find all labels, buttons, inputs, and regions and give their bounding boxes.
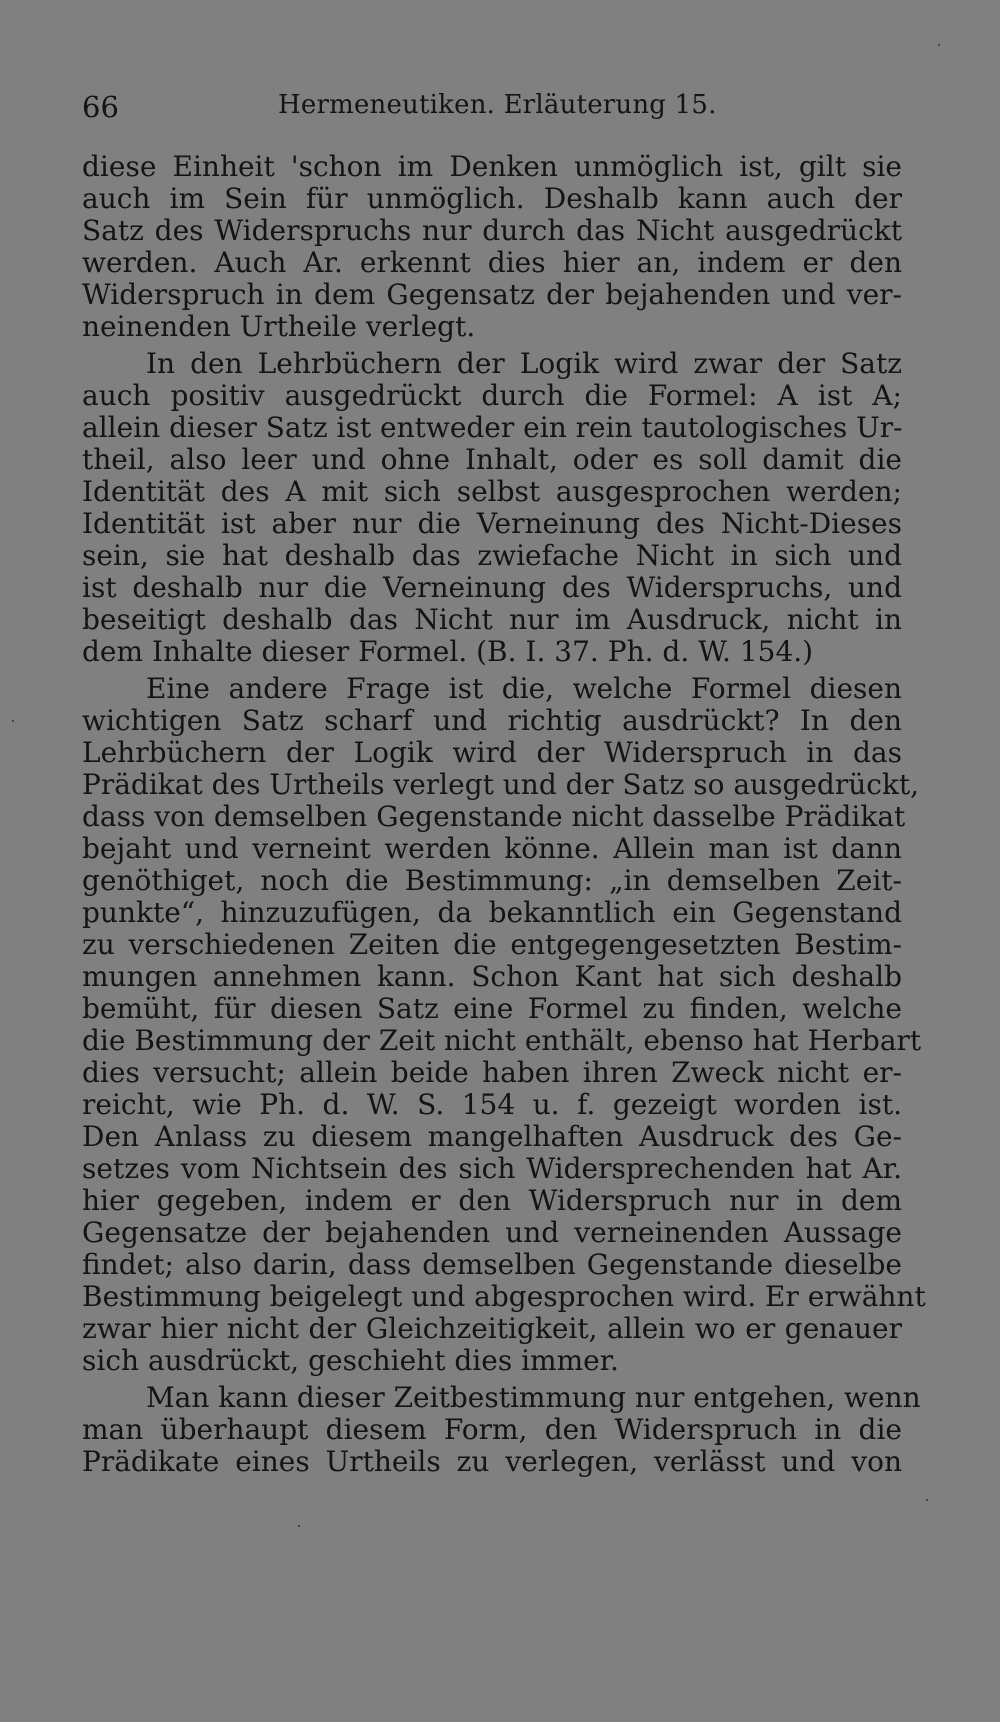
text-line: hier gegeben, indem er den Widerspruch nur in dem bbox=[82, 1184, 902, 1217]
text-line: Bestimmung beigelegt und abgesprochen wird. Er erwähnt bbox=[82, 1280, 926, 1313]
page-header bbox=[82, 82, 902, 126]
text-line: ist deshalb nur die Verneinung des Widerspruchs, und bbox=[82, 571, 902, 604]
text-line: zwar hier nicht der Gleichzeitigkeit, allein wo er genauer bbox=[82, 1312, 902, 1345]
text-line: Identität ist aber nur die Verneinung des Nicht-Dieses bbox=[82, 507, 902, 540]
body-text bbox=[82, 150, 926, 1478]
text-line: sein, sie hat deshalb das zwiefache Nicht in sich und bbox=[82, 539, 902, 572]
text-line: sich ausdrückt, geschieht dies immer. bbox=[82, 1344, 619, 1377]
text-line: auch im Sein für unmöglich. Deshalb kann auch der bbox=[82, 182, 902, 215]
text-line: zu verschiedenen Zeiten die entgegengesetzten Bestim- bbox=[82, 928, 902, 961]
text-line: Gegensatze der bejahenden und verneinenden Aussage bbox=[82, 1216, 902, 1249]
text-line: wichtigen Satz scharf und richtig ausdrückt? In den bbox=[82, 704, 902, 737]
text-line: In den Lehrbüchern der Logik wird zwar der Satz bbox=[146, 347, 902, 380]
text-line: Widerspruch in dem Gegensatz der bejahenden und ver- bbox=[82, 278, 902, 311]
page-number: 66 bbox=[82, 90, 119, 124]
text-line: setzes vom Nichtsein des sich Widersprechenden hat Ar. bbox=[82, 1152, 902, 1185]
scan-speck bbox=[298, 1525, 300, 1527]
text-line: Identität des A mit sich selbst ausgesprochen werden; bbox=[82, 475, 902, 508]
text-line: Prädikat des Urtheils verlegt und der Satz so ausgedrückt, bbox=[82, 768, 920, 801]
running-title: Hermeneutiken. Erläuterung 15. bbox=[278, 90, 717, 120]
text-line: Den Anlass zu diesem mangelhaften Ausdruck des Ge- bbox=[82, 1120, 902, 1153]
paragraph bbox=[82, 672, 926, 1377]
text-line: Eine andere Frage ist die, welche Formel diesen bbox=[146, 672, 902, 705]
text-line: dass von demselben Gegenstande nicht dasselbe Prädikat bbox=[82, 800, 906, 833]
text-line: Man kann dieser Zeitbestimmung nur entgehen, wenn bbox=[146, 1381, 921, 1414]
text-line: Prädikate eines Urtheils zu verlegen, verlässt und von bbox=[82, 1445, 902, 1478]
text-line: allein dieser Satz ist entweder ein rein tautologisches Ur- bbox=[82, 411, 903, 444]
scan-speck bbox=[12, 720, 14, 722]
text-line: dies versucht; allein beide haben ihren Zweck nicht er- bbox=[82, 1056, 902, 1089]
text-line: man überhaupt diesem Form, den Widerspruch in die bbox=[82, 1413, 902, 1446]
text-line: bemüht, für diesen Satz eine Formel zu finden, welche bbox=[82, 992, 902, 1025]
scan-speck bbox=[926, 1499, 928, 1501]
text-line: Lehrbüchern der Logik wird der Widerspruch in das bbox=[82, 736, 902, 769]
text-line: bejaht und verneint werden könne. Allein man ist dann bbox=[82, 832, 902, 865]
text-line: werden. Auch Ar. erkennt dies hier an, indem er den bbox=[82, 246, 902, 279]
text-line: findet; also darin, dass demselben Gegenstande dieselbe bbox=[82, 1248, 902, 1281]
text-line: diese Einheit 'schon im Denken unmöglich ist, gilt sie bbox=[82, 150, 902, 183]
text-line: beseitigt deshalb das Nicht nur im Ausdruck, nicht in bbox=[82, 603, 902, 636]
text-line: auch positiv ausgedrückt durch die Formel: A ist A; bbox=[82, 379, 902, 412]
paragraph bbox=[82, 1381, 921, 1478]
text-line: mungen annehmen kann. Schon Kant hat sich deshalb bbox=[82, 960, 902, 993]
text-line: reicht, wie Ph. d. W. S. 154 u. f. gezeigt worden ist. bbox=[82, 1088, 902, 1121]
scan-speck bbox=[938, 44, 940, 46]
paragraph bbox=[82, 151, 902, 343]
text-line: genöthiget, noch die Bestimmung: „in demselben Zeit- bbox=[82, 864, 902, 897]
paragraph bbox=[82, 348, 902, 668]
text-line: die Bestimmung der Zeit nicht enthält, ebenso hat Herbart bbox=[82, 1024, 922, 1057]
text-line: neinenden Urtheile verlegt. bbox=[82, 310, 476, 343]
text-line: Satz des Widerspruchs nur durch das Nicht ausgedrückt bbox=[82, 214, 902, 247]
text-line: dem Inhalte dieser Formel. (B. I. 37. Ph. d. W. 154.) bbox=[82, 635, 814, 668]
text-line: theil, also leer und ohne Inhalt, oder es soll damit die bbox=[82, 443, 902, 476]
text-line: punkte“, hinzuzufügen, da bekanntlich ein Gegenstand bbox=[82, 896, 902, 929]
